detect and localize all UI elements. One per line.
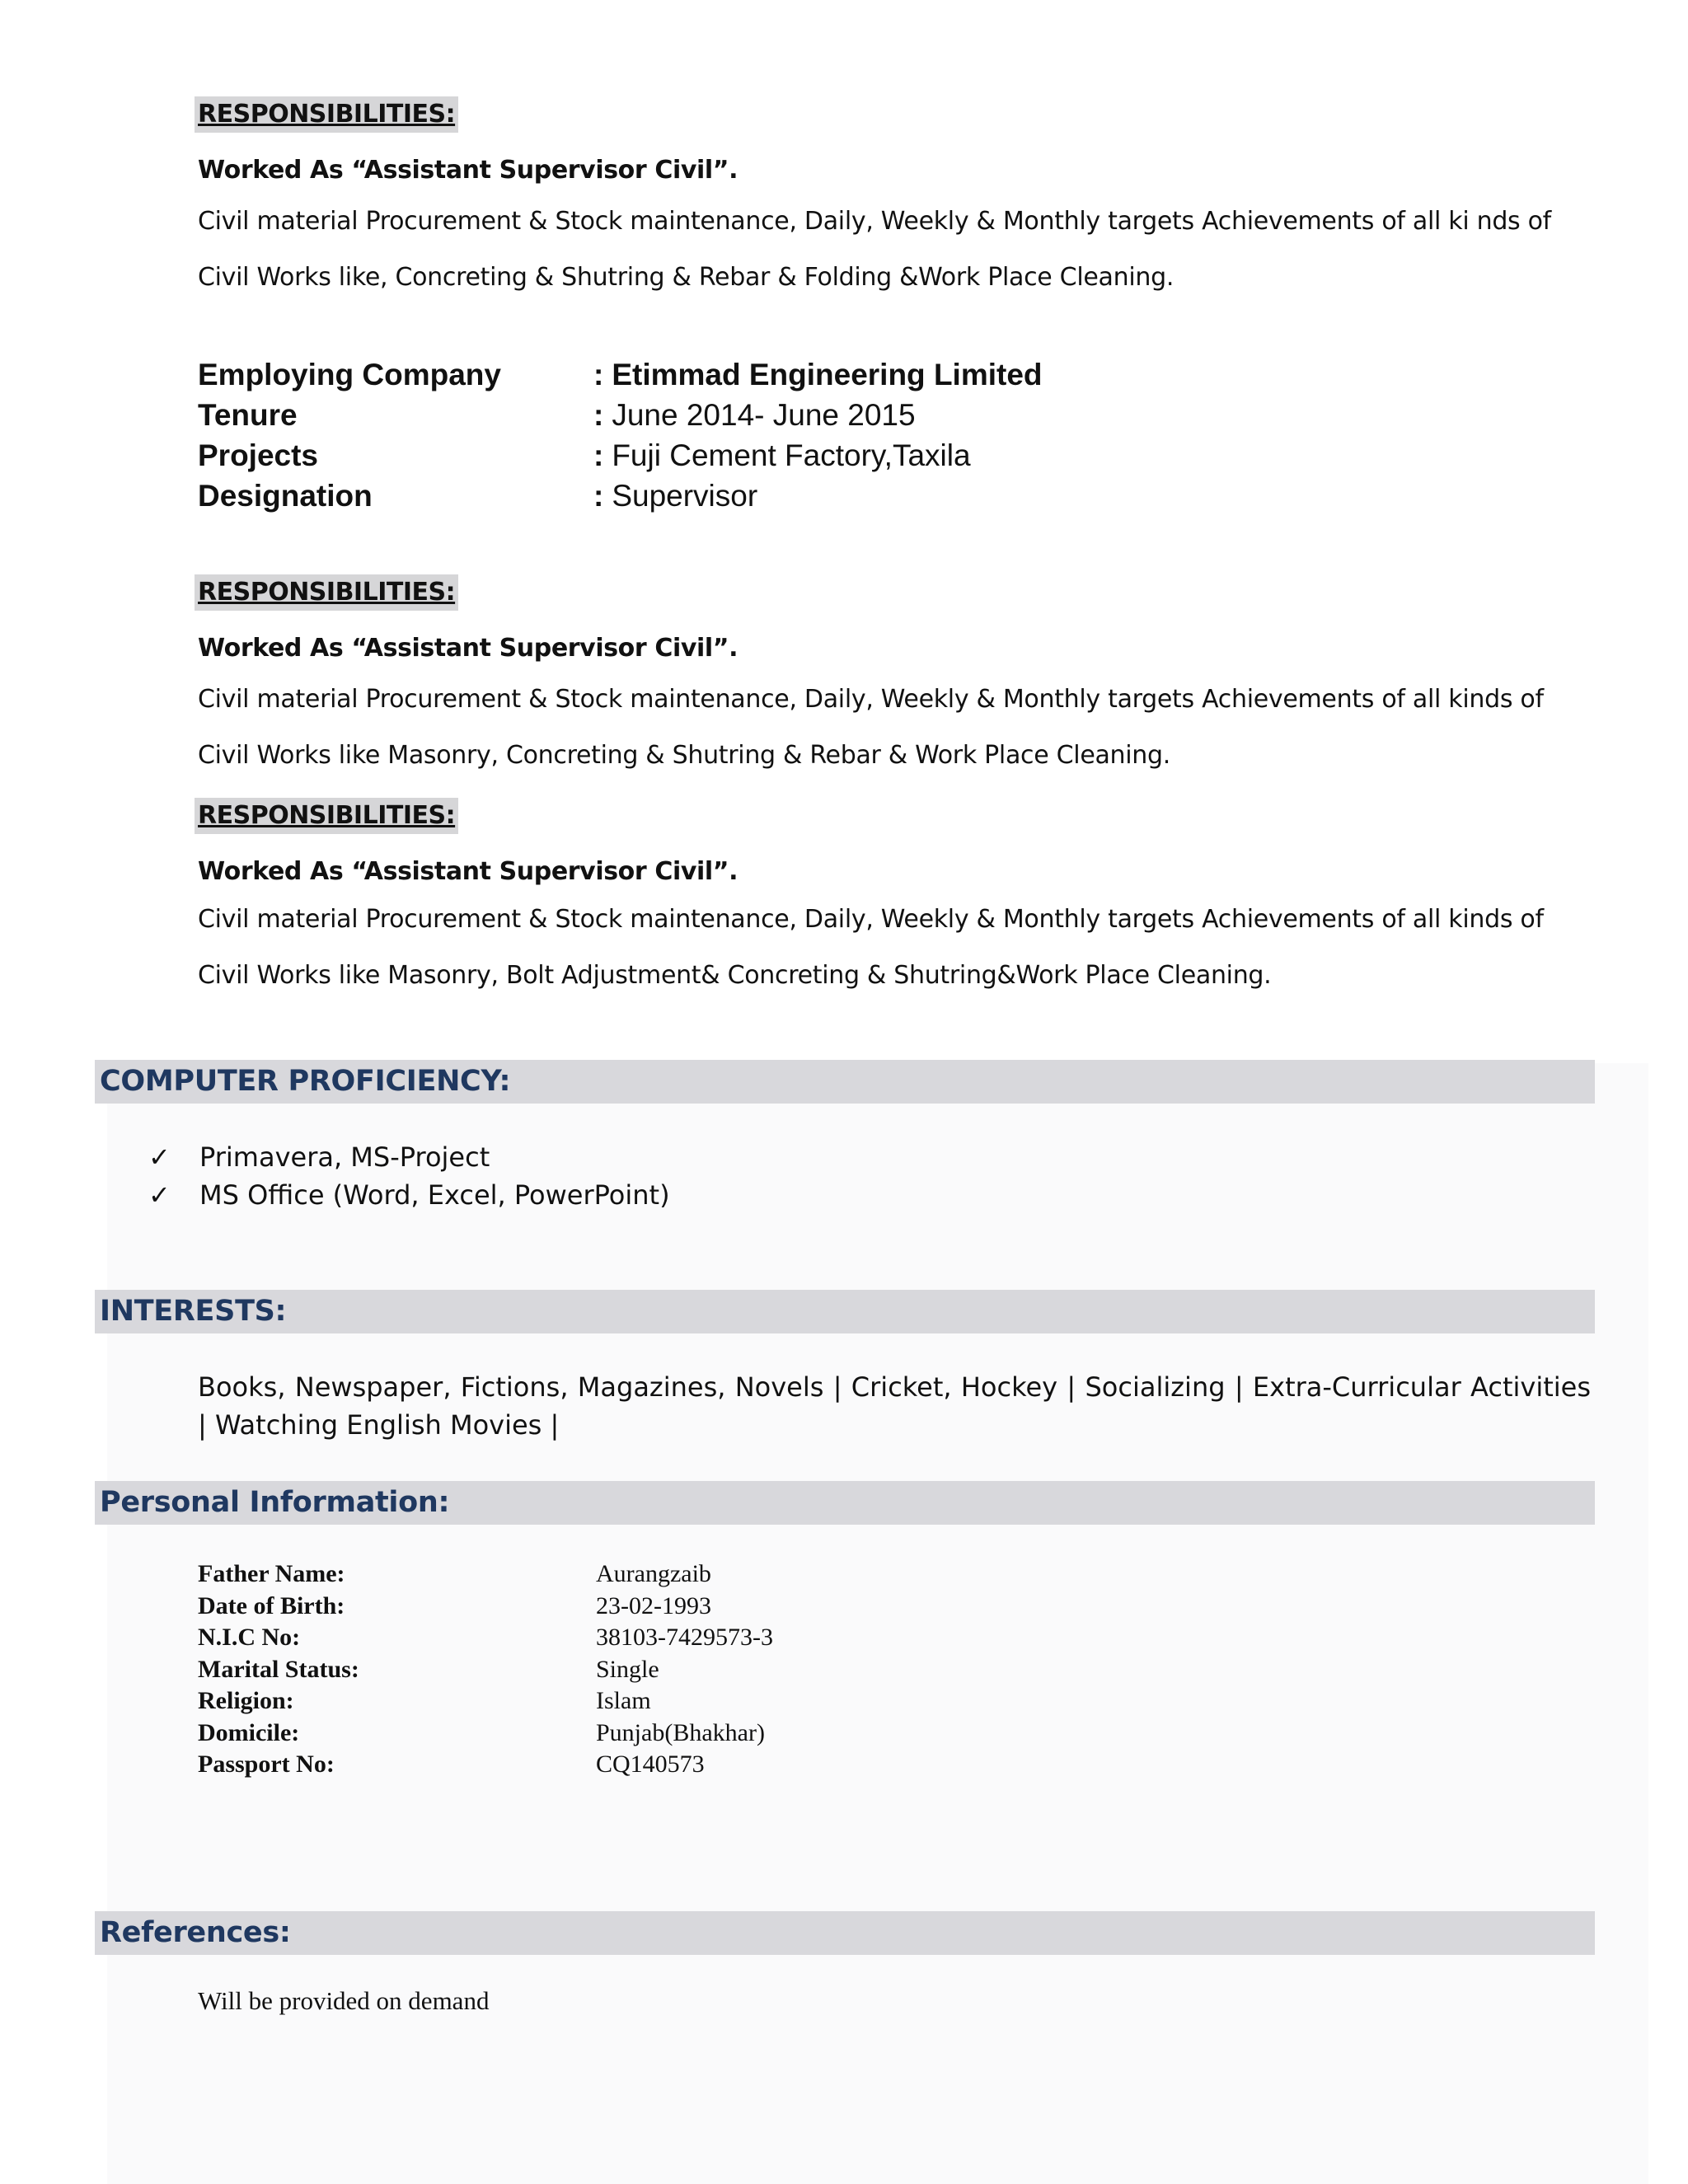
description-line: Civil material Procurement & Stock maintenance, Daily, Weekly & Monthly targets Achievements of all ki nds of [198, 207, 1551, 236]
personal-row [198, 1718, 773, 1750]
checkmark-icon: ✓ [148, 1141, 171, 1173]
job-label: Employing Company [198, 358, 501, 391]
job-row [198, 395, 1043, 435]
personal-value: CQ140573 [596, 1750, 705, 1778]
worked-as-line: Worked As “Assistant Supervisor Civil”. [198, 156, 738, 185]
job-label: Projects [198, 438, 319, 472]
list-item [148, 1138, 670, 1176]
section-header-computer-proficiency: COMPUTER PROFICIENCY: [95, 1060, 1595, 1104]
personal-row [198, 1591, 773, 1623]
section-header-interests: INTERESTS: [95, 1290, 1595, 1333]
personal-value: Islam [596, 1687, 651, 1714]
job-row [198, 354, 1043, 395]
personal-label: Religion: [198, 1687, 294, 1714]
interests-text: Books, Newspaper, Fictions, Magazines, Novels | Cricket, Hockey | Socializing | Extra-Curricular Activities | Watching English Movies | [198, 1371, 1591, 1441]
responsibilities-heading: RESPONSIBILITIES: [195, 574, 458, 611]
personal-row [198, 1654, 773, 1686]
description-line: Civil Works like Masonry, Bolt Adjustment& Concreting & Shutring&Work Place Cleaning. [198, 961, 1272, 990]
description-line: Civil material Procurement & Stock maintenance, Daily, Weekly & Monthly targets Achievements of all kinds of [198, 685, 1544, 714]
job-label: Tenure [198, 398, 298, 432]
section-header-personal-information: Personal Information: [95, 1481, 1595, 1525]
job-separator: : [593, 358, 604, 391]
worked-as-line: Worked As “Assistant Supervisor Civil”. [198, 857, 738, 886]
job-row [198, 476, 1043, 516]
checkmark-icon: ✓ [148, 1179, 171, 1211]
personal-row [198, 1685, 773, 1718]
job-value: June 2014- June 2015 [612, 398, 916, 432]
job-row [198, 435, 1043, 476]
personal-value: Single [596, 1655, 659, 1683]
responsibilities-block-1 [198, 96, 1599, 306]
personal-value: Aurangzaib [596, 1560, 711, 1587]
job-separator: : [593, 398, 604, 432]
responsibilities-heading: RESPONSIBILITIES: [195, 96, 458, 133]
personal-label: N.I.C No: [198, 1624, 301, 1651]
description-line: Civil Works like, Concreting & Shutring & Rebar & Folding &Work Place Cleaning. [198, 263, 1175, 292]
personal-label: Marital Status: [198, 1655, 359, 1683]
responsibilities-heading: RESPONSIBILITIES: [195, 798, 458, 834]
responsibilities-block-3 [198, 798, 1599, 1004]
description-line: Civil material Procurement & Stock maintenance, Daily, Weekly & Monthly targets Achievements of all kinds of [198, 905, 1544, 934]
skill-text: MS Office (Word, Excel, PowerPoint) [199, 1179, 670, 1211]
worked-as-line: Worked As “Assistant Supervisor Civil”. [198, 634, 738, 663]
personal-value: Punjab(Bhakhar) [596, 1718, 765, 1746]
personal-label: Date of Birth: [198, 1591, 345, 1619]
job-separator: : [593, 438, 604, 472]
personal-label: Domicile: [198, 1718, 300, 1746]
personal-row [198, 1749, 773, 1781]
personal-value: 38103-7429573-3 [596, 1624, 773, 1651]
personal-info-table [198, 1558, 773, 1781]
skill-text: Primavera, MS-Project [199, 1141, 490, 1173]
section-header-references: References: [95, 1911, 1595, 1955]
skills-list [148, 1138, 670, 1214]
personal-value: 23-02-1993 [596, 1591, 711, 1619]
job-value: Supervisor [612, 479, 758, 513]
personal-label: Passport No: [198, 1750, 335, 1778]
job-value: Etimmad Engineering Limited [612, 358, 1043, 391]
references-text: Will be provided on demand [198, 1986, 490, 2015]
job-separator: : [593, 479, 604, 513]
personal-row [198, 1622, 773, 1654]
personal-row [198, 1558, 773, 1591]
job-value: Fuji Cement Factory,Taxila [612, 438, 971, 472]
job-details [198, 354, 1043, 516]
description-line: Civil Works like Masonry, Concreting & Shutring & Rebar & Work Place Cleaning. [198, 741, 1170, 770]
responsibilities-block-2 [198, 574, 1599, 784]
personal-label: Father Name: [198, 1560, 345, 1587]
job-label: Designation [198, 479, 373, 513]
list-item [148, 1176, 670, 1214]
